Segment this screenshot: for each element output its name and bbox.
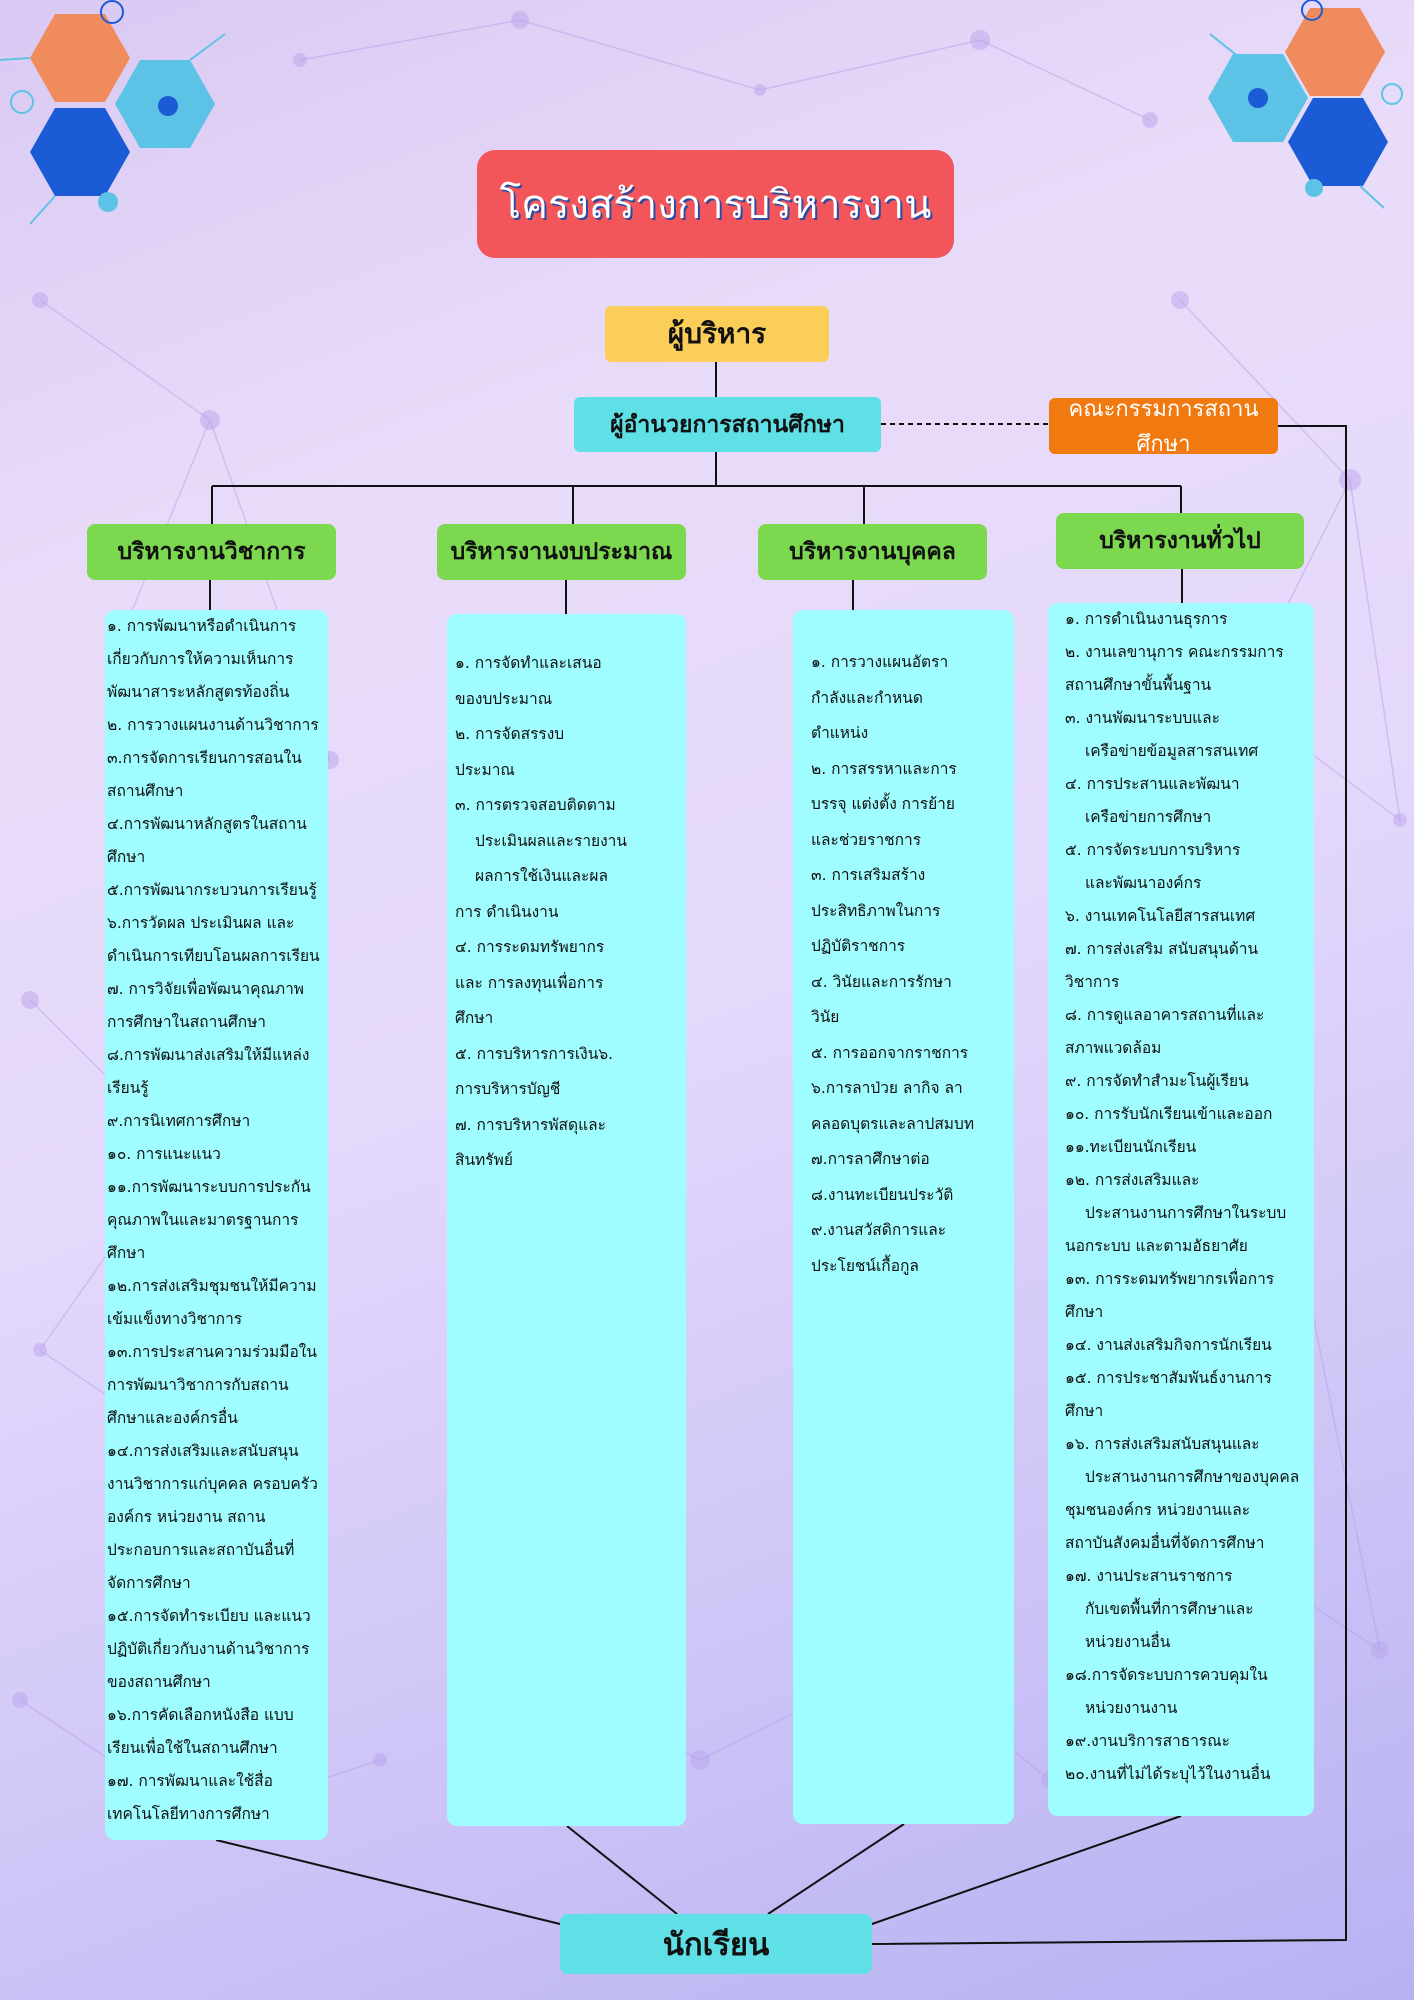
list-item: ผลการใช้เงินและผล bbox=[475, 867, 608, 885]
list-item: ศึกษา bbox=[107, 1244, 146, 1262]
list-item: และช่วยราชการ bbox=[811, 830, 922, 849]
list-item: ศึกษาและองค์กรอื่น bbox=[107, 1409, 238, 1427]
list-item: สถานศึกษาขั้นพื้นฐาน bbox=[1065, 676, 1212, 694]
list-item: กำลังและกำหนด bbox=[811, 688, 923, 707]
department-personnel: บริหารงานบุคคล bbox=[758, 524, 987, 580]
list-item: ปฏิบัติเกี่ยวกับงานด้านวิชาการ bbox=[107, 1640, 310, 1658]
personnel-task-list bbox=[793, 610, 1014, 1824]
list-item: กับเขตพื้นที่การศึกษาและ bbox=[1085, 1600, 1254, 1618]
list-item: ๓. การเสริมสร้าง bbox=[811, 866, 926, 884]
list-item: การศึกษาในสถานศึกษา bbox=[107, 1013, 267, 1031]
list-item: ๖.การวัดผล ประเมินผล และ bbox=[107, 914, 295, 932]
list-item: ๓. งานพัฒนาระบบและ bbox=[1065, 709, 1220, 727]
list-item: ตำแหน่ง bbox=[811, 724, 869, 742]
list-item: ๑๗. งานประสานราชการ bbox=[1065, 1567, 1233, 1585]
list-item: สถาบันสังคมอื่นที่จัดการศึกษา bbox=[1065, 1534, 1265, 1552]
list-item: ๘. การดูแลอาคารสถานที่และ bbox=[1065, 1006, 1265, 1024]
list-item: คลอดบุตรและลาปสมบท bbox=[811, 1114, 975, 1133]
list-item: ๑๖. การส่งเสริมสนับสนุนและ bbox=[1065, 1435, 1260, 1453]
list-item: ๑๐. การรับนักเรียนเข้าและออก bbox=[1065, 1105, 1273, 1123]
director-box: ผู้อำนวยการสถานศึกษา bbox=[574, 397, 881, 452]
list-item: ปฏิบัติราชการ bbox=[811, 937, 906, 955]
list-item: ๑๙.งานบริการสาธารณะ bbox=[1065, 1732, 1230, 1750]
list-item: ๒๐.งานที่ไม่ได้ระบุไว้ในงานอื่น bbox=[1065, 1765, 1271, 1783]
list-item: เรียนรู้ bbox=[107, 1079, 149, 1097]
connector-panel3-students bbox=[768, 1824, 904, 1914]
department-general: บริหารงานทั่วไป bbox=[1056, 513, 1304, 569]
list-item: ๑๕.การจัดทำระเบียบ และแนว bbox=[107, 1607, 311, 1625]
list-item: การพัฒนาวิชาการกับสถาน bbox=[107, 1376, 289, 1394]
list-item: คุณภาพในและมาตรฐานการ bbox=[107, 1211, 299, 1229]
list-item: ๒. การจัดสรรงบ bbox=[455, 725, 565, 743]
list-item: ประมาณ bbox=[455, 760, 515, 779]
list-item: ศึกษา bbox=[1065, 1402, 1104, 1420]
list-item: ๑๐. การแนะแนว bbox=[107, 1145, 221, 1163]
list-item: จัดการศึกษา bbox=[107, 1574, 191, 1592]
list-item: เข้มแข็งทางวิชาการ bbox=[107, 1310, 243, 1328]
connector-panel2-students bbox=[567, 1826, 677, 1914]
list-item: ศึกษา bbox=[107, 848, 146, 866]
department-academic: บริหารงานวิชาการ bbox=[87, 524, 336, 580]
budget-task-list bbox=[447, 614, 686, 1826]
list-item: ๑๑.ทะเบียนนักเรียน bbox=[1065, 1138, 1197, 1156]
list-item: ๘.งานทะเบียนประวัติ bbox=[811, 1185, 954, 1204]
connector-panel4-students bbox=[872, 1816, 1181, 1924]
list-item: องค์กร หน่วยงาน สถาน bbox=[107, 1508, 266, 1526]
list-item: ๗.การลาศึกษาต่อ bbox=[811, 1150, 930, 1168]
list-item: ประสิทธิภาพในการ bbox=[811, 901, 941, 920]
list-item: การบริหารบัญชี bbox=[455, 1080, 561, 1098]
academic-task-list bbox=[105, 610, 328, 1840]
list-item: ๕. การบริหารการเงิน๖. bbox=[455, 1044, 614, 1063]
list-item: สภาพแวดล้อม bbox=[1065, 1039, 1162, 1057]
list-item: ศึกษา bbox=[455, 1009, 494, 1027]
list-item: เครือข่ายข้อมูลสารสนเทศ bbox=[1085, 742, 1259, 760]
students-box: นักเรียน bbox=[560, 1914, 872, 1974]
list-item: ประสานงานการศึกษาของบุคคล bbox=[1085, 1468, 1300, 1486]
list-item: ๔. วินัยและการรักษา bbox=[811, 972, 952, 991]
list-item: นอกระบบ และตามอัธยาศัย bbox=[1065, 1237, 1248, 1255]
list-item: ๖. งานเทคโนโลยีสารสนเทศ bbox=[1065, 907, 1256, 925]
list-item: เครือข่ายการศึกษา bbox=[1085, 808, 1212, 826]
list-item: ๑๖.การคัดเลือกหนังสือ แบบ bbox=[107, 1706, 294, 1724]
list-item: บรรจุ แต่งตั้ง การย้าย bbox=[811, 795, 955, 813]
list-item: พัฒนาสาระหลักสูตรท้องถิ่น bbox=[107, 683, 290, 701]
list-item: ๑. การจัดทำและเสนอ bbox=[455, 654, 602, 672]
list-item: ๖.การลาป่วย ลากิจ ลา bbox=[811, 1079, 963, 1097]
list-item: ๑๔.การส่งเสริมและสนับสนุน bbox=[107, 1442, 299, 1460]
list-item: ๑๔. งานส่งเสริมกิจการนักเรียน bbox=[1065, 1336, 1272, 1354]
connector-panel1-students bbox=[216, 1840, 560, 1924]
list-item: ๑. การพัฒนาหรือดำเนินการ bbox=[107, 617, 297, 635]
list-item: ๑. การดำเนินงานธุรการ bbox=[1065, 610, 1228, 628]
general-task-list bbox=[1048, 603, 1314, 1816]
list-item: ของบประมาณ bbox=[455, 689, 553, 708]
list-item: ๙. การจัดทำสำมะโนผู้เรียน bbox=[1065, 1072, 1249, 1090]
list-item: ๕. การจัดระบบการบริหาร bbox=[1065, 841, 1241, 859]
committee-box: คณะกรรมการสถานศึกษา bbox=[1049, 398, 1278, 454]
list-item: ๑๑.การพัฒนาระบบการประกัน bbox=[107, 1178, 311, 1196]
list-item: ดำเนินการเทียบโอนผลการเรียน bbox=[107, 947, 320, 965]
list-item: ๑๓.การประสานความร่วมมือใน bbox=[107, 1343, 317, 1361]
list-item: หน่วยงานงาน bbox=[1085, 1699, 1178, 1717]
list-item: ๑๗. การพัฒนาและใช้สื่อ bbox=[107, 1772, 273, 1790]
list-item: และ การลงทุนเพื่อการ bbox=[455, 973, 604, 992]
list-item: หน่วยงานอื่น bbox=[1085, 1633, 1171, 1651]
list-item: ประโยชน์เกื้อกูล bbox=[811, 1256, 919, 1275]
list-item: ๑๘.การจัดระบบการควบคุมใน bbox=[1065, 1666, 1268, 1684]
list-item: ๒. งานเลขานุการ คณะกรรมการ bbox=[1065, 643, 1284, 661]
list-item: ๗. การบริหารพัสดุและ bbox=[455, 1115, 606, 1134]
list-item: ชุมชนองค์กร หน่วยงานและ bbox=[1065, 1501, 1251, 1519]
list-item: ศึกษา bbox=[1065, 1303, 1104, 1321]
department-budget: บริหารงานงบประมาณ bbox=[437, 524, 686, 580]
list-item: ๓. การตรวจสอบติดตาม bbox=[455, 796, 616, 814]
list-item: ๓.การจัดการเรียนการสอนใน bbox=[107, 749, 302, 767]
list-item: ๔. การประสานและพัฒนา bbox=[1065, 775, 1240, 793]
list-item: ๕. การออกจากราชการ bbox=[811, 1043, 969, 1062]
list-item: ๑๒.การส่งเสริมชุมชนให้มีความ bbox=[107, 1277, 317, 1295]
list-item: และพัฒนาองค์กร bbox=[1085, 874, 1202, 892]
page-title: โครงสร้างการบริหารงาน bbox=[477, 150, 954, 258]
list-item: เทคโนโลยีทางการศึกษา bbox=[107, 1805, 270, 1823]
list-item: ประเมินผลและรายงาน bbox=[475, 831, 627, 850]
list-item: ของสถานศึกษา bbox=[107, 1673, 211, 1691]
list-item: เกี่ยวกับการให้ความเห็นการ bbox=[107, 650, 294, 668]
list-item: วิชาการ bbox=[1065, 973, 1120, 991]
list-item: ๑๕. การประชาสัมพันธ์งานการ bbox=[1065, 1369, 1272, 1387]
list-item: ๘.การพัฒนาส่งเสริมให้มีแหล่ง bbox=[107, 1046, 310, 1064]
list-item: เรียนเพื่อใช้ในสถานศึกษา bbox=[107, 1739, 278, 1757]
list-item: ๒. การสรรหาและการ bbox=[811, 759, 957, 778]
list-item: ๑๒. การส่งเสริมและ bbox=[1065, 1171, 1200, 1189]
list-item: ๙.งานสวัสดิการและ bbox=[811, 1221, 947, 1239]
list-item: ๔.การพัฒนาหลักสูตรในสถาน bbox=[107, 815, 307, 833]
list-item: สินทรัพย์ bbox=[455, 1151, 513, 1169]
list-item: ๑. การวางแผนอัตรา bbox=[811, 653, 949, 671]
list-item: สถานศึกษา bbox=[107, 782, 184, 800]
list-item: ประสานงานการศึกษาในระบบ bbox=[1085, 1204, 1287, 1222]
list-item: ๑๓. การระดมทรัพยากรเพื่อการ bbox=[1065, 1270, 1275, 1288]
list-item: ๔. การระดมทรัพยากร bbox=[455, 938, 605, 956]
list-item: งานวิชาการแก่บุคคล ครอบครัว bbox=[107, 1475, 318, 1493]
list-item: ประกอบการและสถาบันอื่นที่ bbox=[107, 1541, 295, 1559]
list-item: ๒. การวางแผนงานด้านวิชาการ bbox=[107, 716, 319, 734]
executive-box: ผู้บริหาร bbox=[605, 306, 829, 362]
list-item: ๗. การวิจัยเพื่อพัฒนาคุณภาพ bbox=[107, 980, 305, 998]
list-item: การ ดำเนินงาน bbox=[455, 902, 559, 921]
list-item: ๙.การนิเทศการศึกษา bbox=[107, 1112, 251, 1130]
list-item: ๗. การส่งเสริม สนับสนุนด้าน bbox=[1065, 940, 1259, 958]
list-item: วินัย bbox=[811, 1008, 840, 1026]
list-item: ๕.การพัฒนากระบวนการเรียนรู้ bbox=[107, 881, 317, 899]
